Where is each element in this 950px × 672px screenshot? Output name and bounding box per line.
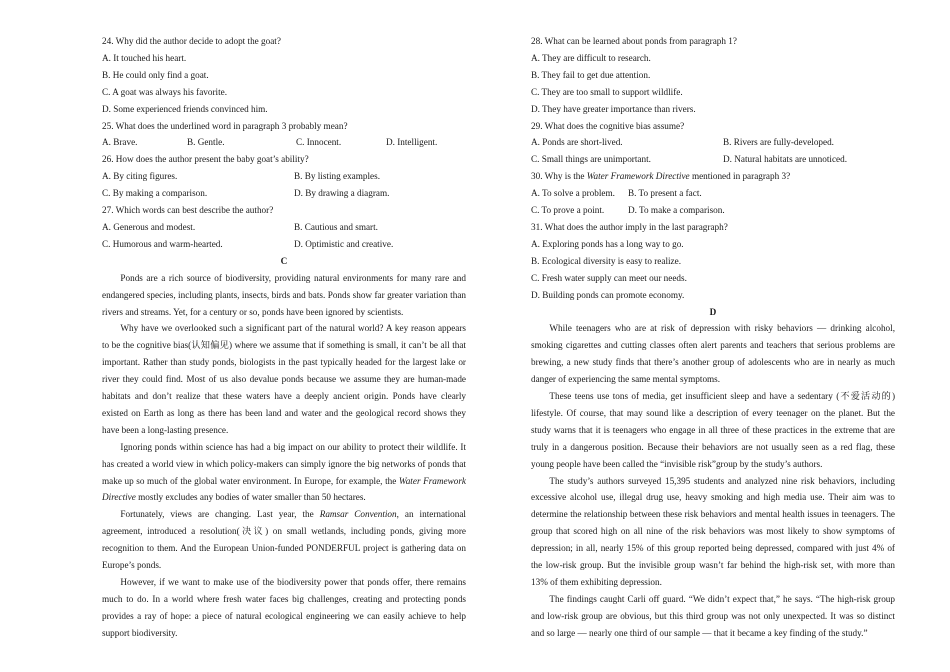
passage-d-paragraph-4: The findings caught Carli off guard. “We didn’t expect that,” he says. “The high-risk group and low-risk group are obvious, but this third group was not only unexpected. It was so distinct and so large — nearly one third of our sample — that it became a key finding of the study.” [531, 593, 895, 638]
q28-option-a: A. They are difficult to research. [531, 52, 651, 63]
q31-option-a: A. Exploring ponds has a long way to go. [531, 238, 684, 249]
q30-stem-italic: Water Framework Directive [586, 171, 690, 182]
passage-d [531, 320, 895, 641]
q30-option-a: A. To solve a problem. [531, 188, 615, 199]
q25-option-d: D. Intelligent. [386, 137, 438, 148]
q27-option-a: A. Generous and modest. [102, 221, 196, 232]
passage-c-paragraph-1: Ponds are a rich source of biodiversity, providing natural environments for many rare and endangered species, including plants, insects, birds and bats. Ponds show far greater variation than rivers and streams. Yet, for a century or so, ponds have been ignored by scientists. [102, 272, 466, 317]
q26-row-2 [102, 185, 466, 202]
q29-stem: 29. What does the cognitive bias assume? [531, 120, 685, 131]
q24-option-b: B. He could only find a goat. [102, 69, 209, 80]
q29-option-b: B. Rivers are fully-developed. [723, 137, 834, 148]
section-c-heading: C [280, 255, 288, 266]
section-d-heading: D [709, 306, 717, 317]
q24-option-c: C. A goat was always his favorite. [102, 86, 228, 97]
q28-option-c: C. They are too small to support wildlife. [531, 86, 683, 97]
q28-option-b: B. They fail to get due attention. [531, 69, 651, 80]
q29-row-2 [531, 151, 895, 168]
q28-option-d: D. They have greater importance than rivers. [531, 103, 696, 114]
q25-option-c: C. Innocent. [296, 137, 342, 148]
q25-stem: 25. What does the underlined word in paragraph 3 probably mean? [102, 120, 348, 131]
c-p4-italic-title: Ramsar Convention [319, 509, 397, 520]
right-column [531, 33, 895, 642]
passage-d-paragraph-3: The study’s authors surveyed 15,395 students and analyzed nine risk behaviors, including excessive alcohol use, illegal drug use, heavy smoking and high media use. Their aim was to determine the relationship between these risk behaviors and mental health issues in teenagers. The group that scored high on all nine of the risk behaviors was most likely to show symptoms of depression; in all, nearly 15% of this group reported being depressed, compared with just 4% of the low-risk group. But the invisible group wasn’t far behind the high-risk set, with more than 13% of them exhibiting depression. [531, 475, 895, 587]
q29-option-c: C. Small things are unimportant. [531, 154, 651, 165]
q27-option-d: D. Optimistic and creative. [294, 238, 394, 249]
q31-stem: 31. What does the author imply in the last paragraph? [531, 221, 728, 232]
q29-option-a: A. Ponds are short-lived. [531, 137, 623, 148]
q26-stem: 26. How does the author present the baby goat’s ability? [102, 154, 309, 165]
q24-option-d: D. Some experienced friends convinced him. [102, 103, 268, 114]
passage-c [102, 270, 466, 642]
c-p4-text-a: Fortunately, views are changing. Last year, the [120, 509, 320, 520]
q30-row-2 [531, 202, 895, 219]
left-column [102, 33, 466, 642]
q29-option-d: D. Natural habitats are unnoticed. [723, 154, 847, 165]
q31-option-d: D. Building ponds can promote economy. [531, 289, 685, 300]
q27-option-c: C. Humorous and warm-hearted. [102, 238, 223, 249]
q30-stem-b: mentioned in paragraph 3? [689, 171, 791, 182]
q26-option-b: B. By listing examples. [294, 171, 381, 182]
passage-c-paragraph-3 [102, 439, 466, 507]
q25-option-b: B. Gentle. [187, 137, 225, 148]
q30-option-b: B. To present a fact. [628, 188, 702, 199]
q24-option-a: A. It touched his heart. [102, 52, 187, 63]
q31-option-b: B. Ecological diversity is easy to realize. [531, 255, 682, 266]
c-p3-text-b: mostly excludes any bodies of water smaller than 50 hectares. [135, 492, 366, 503]
q30-option-d: D. To make a comparison. [628, 205, 725, 216]
q27-stem: 27. Which words can best describe the author? [102, 205, 274, 216]
q27-option-b: B. Cautious and smart. [294, 221, 378, 232]
passage-c-paragraph-4 [102, 506, 466, 574]
passage-c-paragraph-5: However, if we want to make use of the biodiversity power that ponds offer, there remains much to do. In a world where fresh water faces big challenges, creating and protecting ponds provides a ray of hope: a piece of natural ecological engineering we can easily achieve to help support biodiversity. [102, 577, 466, 638]
q30-option-c: C. To prove a point. [531, 205, 605, 216]
q30-row-1 [531, 185, 895, 202]
passage-d-paragraph-2: These teens use tons of media, get insufficient sleep and have a sedentary (不爱活动的) lifestyle. Of course, that may sound like a description of every teenager on the planet. But the study warns that it is teenagers who engage in all three of these practices in the extreme that are truly in a dangerous position. Because their behaviors are not usually seen as a red flag, these young people have been called the “invisible risk”group by the study’s authors. [531, 391, 895, 469]
q27-row-2 [102, 236, 466, 253]
q24-stem: 24. Why did the author decide to adopt the goat? [102, 36, 281, 46]
q27-row-1 [102, 219, 466, 236]
q28-stem: 28. What can be learned about ponds from paragraph 1? [531, 36, 737, 46]
q30-stem [531, 168, 895, 185]
q25-options [102, 134, 466, 151]
c-p4-text-b: , an international agreement, introduced a resolution(决议) on small wetlands, including ponds, giving more recognition to them. And the European Union-funded PONDERFUL project is gathering data on Europe’s ponds. [102, 509, 466, 571]
q26-option-d: D. By drawing a diagram. [294, 188, 390, 199]
passage-c-paragraph-2: Why have we overlooked such a significant part of the natural world? A key reason appears to be the cognitive bias(认知偏见) where we assume that if something is small, it can’t be all that important. Rather than study ponds, biologists in the past typically headed for the largest lake or river they could find. Most of us also devalue ponds because we assume they are human-made habitats and don’t realize that these waters have a deeply ancient origin. Ponds have clearly existed on Earth as long as there has been land and water and the geological record shows they have been a long-lasting presence. [102, 323, 466, 435]
c-p3-text-a: Ignoring ponds within science has had a big impact on our ability to protect their wildlife. It has created a world view in which policy-makers can simply ignore the big networks of ponds that make up so much of the global water environment. In Europe, for example, the [102, 441, 466, 486]
q26-option-c: C. By making a comparison. [102, 188, 208, 199]
c-p3-italic-title: Water Framework Directive [102, 475, 466, 503]
q26-option-a: A. By citing figures. [102, 171, 178, 182]
q31-option-c: C. Fresh water supply can meet our needs. [531, 272, 687, 283]
q29-row-1 [531, 134, 895, 151]
q25-option-a: A. Brave. [102, 137, 138, 148]
passage-d-paragraph-1: While teenagers who are at risk of depression with risky behaviors — drinking alcohol, smoking cigarettes and cutting classes often alert parents and teachers that serious problems are brewing, a new study finds that there’s another group of adolescents who are in nearly as much danger of experiencing the same mental symptoms. [531, 323, 895, 385]
q30-stem-a: 30. Why is the [531, 171, 587, 182]
q26-row-1 [102, 168, 466, 185]
